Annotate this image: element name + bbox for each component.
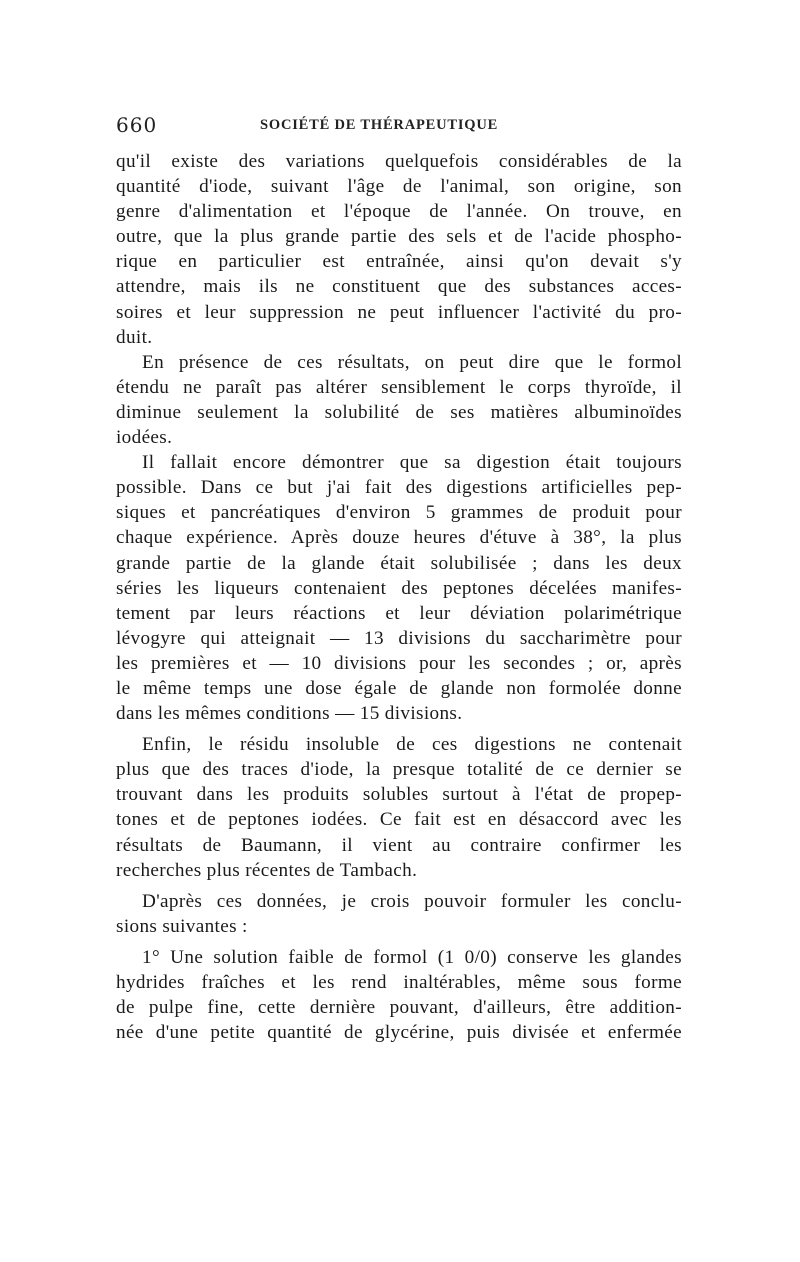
text-line: hydrides fraîches et les rend inaltérables, même sous forme: [116, 972, 682, 993]
text-line: le même temps une dose égale de glande non formolée donne: [116, 677, 682, 699]
page-number: 660: [116, 113, 158, 137]
paragraph: [116, 149, 682, 350]
paragraph: [116, 945, 682, 1045]
text-line: chaque expérience. Après douze heures d'étuve à 38°, la plus: [116, 527, 682, 549]
text-line: qu'il existe des variations quelquefois considérables de la: [116, 151, 682, 172]
paragraph: [116, 732, 682, 883]
text-line: rique en particulier est entraînée, ainsi qu'on devait s'y: [116, 251, 682, 273]
text-line: iodées.: [116, 427, 173, 449]
text-line: duit.: [116, 326, 153, 348]
text-line: de pulpe fine, cette dernière pouvant, d'ailleurs, être addition-: [116, 997, 682, 1019]
text-line: dans les mêmes conditions — 15 divisions.: [116, 703, 463, 725]
text-line: quantité d'iode, suivant l'âge de l'animal, son origine, son: [116, 176, 682, 198]
text-line: plus que des traces d'iode, la presque totalité de ce dernier se: [116, 759, 682, 781]
text-line: tones et de peptones iodées. Ce fait est en désaccord avec les: [116, 809, 682, 831]
text-line: résultats de Baumann, il vient au contraire confirmer les: [116, 834, 682, 856]
text-line: genre d'alimentation et l'époque de l'année. On trouve, en: [116, 201, 682, 223]
text-line: soires et leur suppression ne peut influencer l'activité du pro-: [116, 301, 682, 323]
page-header: [116, 113, 684, 141]
text-line: grande partie de la glande était solubilisée ; dans les deux: [116, 552, 682, 574]
text-line: trouvant dans les produits solubles surtout à l'état de propep-: [116, 784, 682, 806]
paragraph: [116, 350, 682, 450]
text-line: D'après ces données, je crois pouvoir formuler les conclu-: [142, 890, 682, 912]
text-line: séries les liqueurs contenaient des peptones décelées manifes-: [116, 577, 682, 599]
text-line: lévogyre qui atteignait — 13 divisions du saccharimètre pour: [116, 627, 682, 649]
text-line: étendu ne paraît pas altérer sensiblement le corps thyroïde, il: [116, 376, 682, 398]
paragraph: [116, 450, 682, 726]
running-title: SOCIÉTÉ DE THÉRAPEUTIQUE: [260, 117, 499, 133]
text-line: Il fallait encore démontrer que sa digestion était toujours: [142, 452, 682, 474]
paragraph: [116, 889, 682, 939]
text-line: attendre, mais ils ne constituent que des substances acces-: [116, 276, 682, 298]
text-line: née d'une petite quantité de glycérine, puis divisée et enfermée: [116, 1022, 682, 1044]
text-line: outre, que la plus grande partie des sels et de l'acide phospho-: [116, 226, 682, 248]
text-line: En présence de ces résultats, on peut dire que le formol: [142, 351, 682, 373]
text-line: siques et pancréatiques d'environ 5 grammes de produit pour: [116, 502, 682, 524]
text-line: diminue seulement la solubilité de ses matières albuminoïdes: [116, 401, 682, 423]
text-line: recherches plus récentes de Tambach.: [116, 859, 418, 881]
text-line: sions suivantes :: [116, 915, 248, 937]
text-line: 1° Une solution faible de formol (1 0/0) conserve les glandes: [142, 946, 682, 968]
text-line: possible. Dans ce but j'ai fait des digestions artificielles pep-: [116, 477, 682, 499]
text-line: tement par leurs réactions et leur déviation polarimétrique: [116, 602, 682, 624]
text-line: Enfin, le résidu insoluble de ces digestions ne contenait: [142, 734, 682, 756]
body-text: [116, 149, 682, 1045]
text-line: les premières et — 10 divisions pour les secondes ; or, après: [116, 652, 682, 674]
